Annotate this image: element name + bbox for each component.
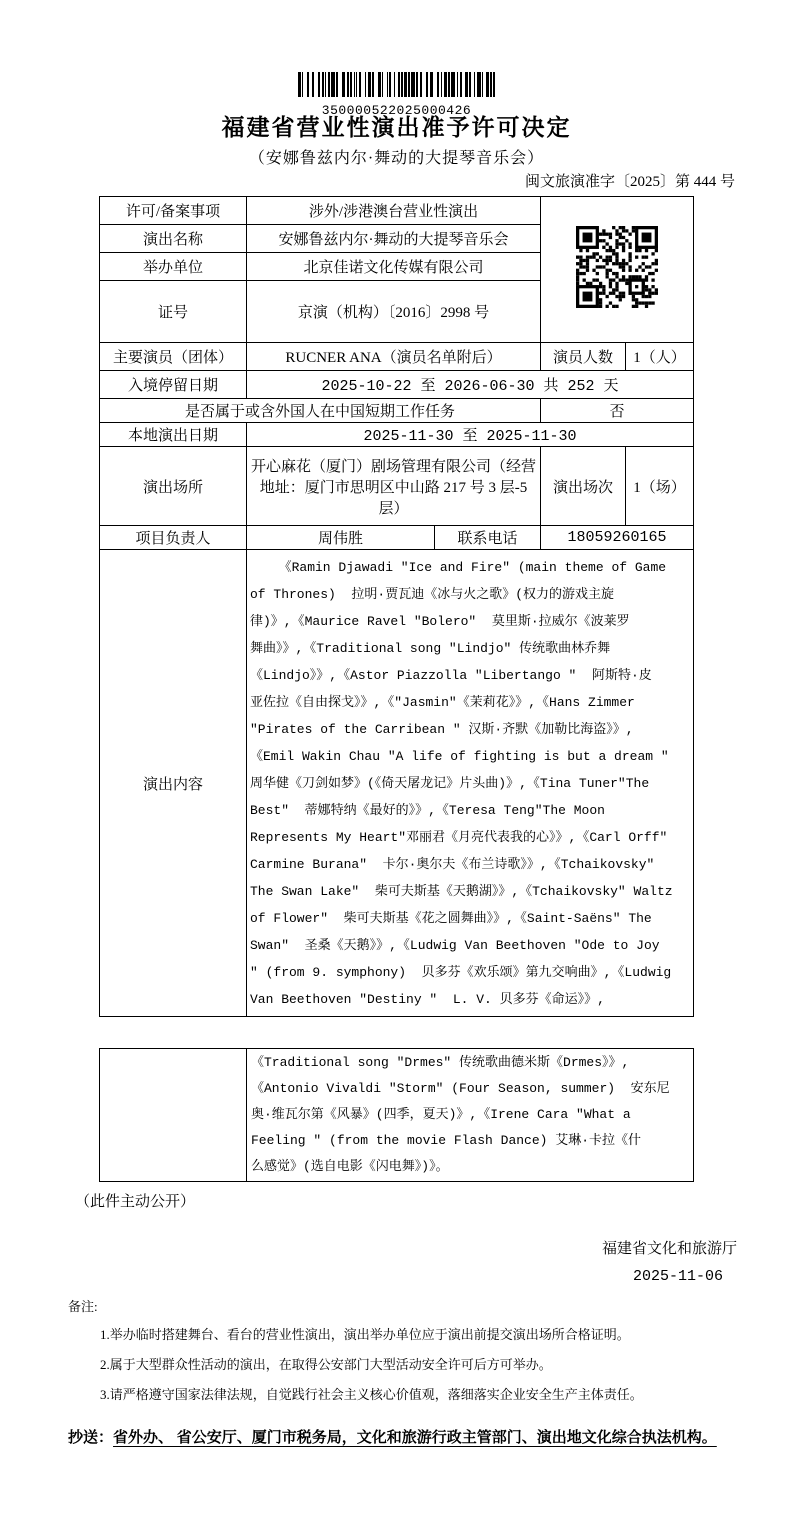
text-line: 么感觉》(选自电影《闪电舞》)》。	[251, 1159, 449, 1174]
table-row	[100, 550, 694, 1017]
notes-label: 备注:	[68, 1299, 98, 1314]
short-term-value: 否	[541, 399, 694, 423]
text-line: 舞曲》》,《Traditional song "Lindjo" 传统歌曲林乔舞	[250, 640, 611, 656]
continuation-empty-label	[100, 1049, 247, 1182]
text-line: 《Ramin Djawadi "Ice and Fire" (main theme of Game	[278, 559, 667, 575]
table-row	[100, 1049, 694, 1182]
venue-label: 演出场所	[100, 447, 247, 526]
manager-label: 项目负责人	[100, 526, 247, 550]
cc-line	[68, 1422, 738, 1455]
sessions-value: 1（场）	[626, 447, 694, 526]
permit-table	[99, 196, 694, 1017]
notes-list	[100, 1320, 750, 1410]
text-line: Feeling " (from the movie Flash Dance) 艾琳·卡拉《什	[251, 1133, 642, 1148]
table-row	[100, 447, 694, 526]
main-performer-value: RUCNER ANA（演员名单附后）	[247, 343, 541, 371]
cc-text: 省外办、 省公安厅、厦门市税务局，文化和旅游行政主管部门、演出地文化综合执法机构。	[113, 1430, 717, 1446]
document-number: 闽文旅演准字〔2025〕第 444 号	[524, 174, 735, 190]
text-line: 周华健《刀剑如梦》(《倚天屠龙记》片头曲)》,《Tina Tuner"The	[250, 775, 650, 791]
text-line: " (from 9. symphony) 贝多芬《欢乐颂》第九交响曲》,《Ludwig	[250, 964, 672, 980]
short-term-label: 是否属于或含外国人在中国短期工作任务	[100, 399, 541, 423]
show-name-value: 安娜鲁兹内尔·舞动的大提琴音乐会	[247, 225, 541, 253]
document-subtitle: （安娜鲁兹内尔·舞动的大提琴音乐会）	[248, 150, 545, 167]
performer-count-label: 演员人数	[541, 343, 626, 371]
manager-value: 周伟胜	[247, 526, 435, 550]
organizer-label: 举办单位	[100, 253, 247, 281]
permit-item-value: 涉外/涉港澳台营业性演出	[247, 197, 541, 225]
text-line: of Thrones) 拉明·贾瓦迪《冰与火之歌》(权力的游戏主旋	[250, 586, 615, 602]
qr-code-icon	[576, 226, 658, 308]
table-row	[100, 423, 694, 447]
text-line: 亚佐拉《自由探戈》》,《"Jasmin"《茉莉花》》,《Hans Zimmer	[250, 694, 635, 710]
text-line: 《Emil Wakin Chau "A life of fighting is but a dream "	[250, 748, 669, 764]
text-line: of Flower" 柴可夫斯基《花之圆舞曲》》,《Saint-Saëns" The	[250, 910, 652, 926]
table-row	[100, 399, 694, 423]
text-line: 律)》,《Maurice Ravel "Bolero" 莫里斯·拉威尔《波莱罗	[250, 613, 630, 629]
content-text	[247, 550, 694, 1017]
cert-no-label: 证号	[100, 281, 247, 343]
table-row	[100, 343, 694, 371]
show-name-label: 演出名称	[100, 225, 247, 253]
local-dates-label: 本地演出日期	[100, 423, 247, 447]
document-title: 福建省营业性演出准予许可决定	[221, 114, 572, 140]
cc-label: 抄送：	[68, 1430, 114, 1446]
table-row	[100, 526, 694, 550]
main-performer-label: 主要演员（团体）	[100, 343, 247, 371]
local-dates-value: 2025-11-30 至 2025-11-30	[247, 423, 694, 447]
text-line: 《Antonio Vivaldi "Storm" (Four Season, summer) 安东尼	[251, 1081, 670, 1096]
issue-date: 2025-11-06	[632, 1268, 723, 1285]
text-line: Carmine Burana" 卡尔·奥尔夫《布兰诗歌》》,《Tchaikovsky"	[250, 856, 655, 872]
text-line: 2.属于大型群众性活动的演出，在取得公安部门大型活动安全许可后方可举办。	[100, 1357, 552, 1372]
text-line: 《Lindjo》》,《Astor Piazzolla "Libertango " 阿斯特·皮	[250, 667, 652, 683]
performer-count-value: 1（人）	[626, 343, 694, 371]
content-label: 演出内容	[100, 550, 247, 1017]
phone-value: 18059260165	[541, 526, 694, 550]
venue-value: 开心麻花（厦门）剧场管理有限公司（经营地址：厦门市思明区中山路 217 号 3 层-5 层）	[247, 447, 541, 526]
qr-cell	[541, 197, 694, 343]
sessions-label: 演出场次	[541, 447, 626, 526]
disclosure-note: （此件主动公开）	[75, 1194, 196, 1210]
table-row	[100, 197, 694, 225]
text-line: Represents My Heart"邓丽君《月亮代表我的心》》,《Carl Orff"	[250, 829, 668, 845]
text-line: "Pirates of the Carribean " 汉斯·齐默《加勒比海盗》》,	[250, 721, 634, 737]
entry-stay-value: 2025-10-22 至 2026-06-30 共 252 天	[247, 371, 694, 399]
continuation-text	[247, 1049, 694, 1182]
barcode-bars-icon	[298, 72, 495, 97]
text-line: 1.举办临时搭建舞台、看台的营业性演出，演出举办单位应于演出前提交演出场所合格证明。	[100, 1327, 630, 1342]
text-line: Van Beethoven "Destiny " L. V. 贝多芬《命运》》,	[250, 991, 605, 1007]
organizer-value: 北京佳诺文化传媒有限公司	[247, 253, 541, 281]
permit-item-label: 许可/备案事项	[100, 197, 247, 225]
table-row	[100, 371, 694, 399]
issuing-authority: 福建省文化和旅游厅	[601, 1241, 737, 1257]
text-line: Best" 蒂娜特纳《最好的》》,《Teresa Teng"The Moon	[250, 802, 605, 818]
cert-no-value: 京演（机构）〔2016〕2998 号	[247, 281, 541, 343]
phone-label: 联系电话	[435, 526, 541, 550]
text-line: 3.请严格遵守国家法律法规，自觉践行社会主义核心价值观，落细落实企业安全生产主体责任。	[100, 1387, 643, 1402]
text-line: 奥·维瓦尔第《风暴》(四季，夏天)》,《Irene Cara "What a	[251, 1107, 631, 1122]
text-line: Swan" 圣桑《天鹅》》,《Ludwig Van Beethoven "Ode to Joy	[250, 937, 660, 953]
continuation-table	[99, 1048, 694, 1182]
text-line: The Swan Lake" 柴可夫斯基《天鹅湖》》,《Tchaikovsky" Waltz	[250, 883, 673, 899]
text-line: 《Traditional song "Drmes" 传统歌曲德米斯《Drmes》》,	[251, 1055, 630, 1070]
entry-stay-label: 入境停留日期	[100, 371, 247, 399]
barcode-digits: 350000522025000426	[321, 103, 472, 118]
